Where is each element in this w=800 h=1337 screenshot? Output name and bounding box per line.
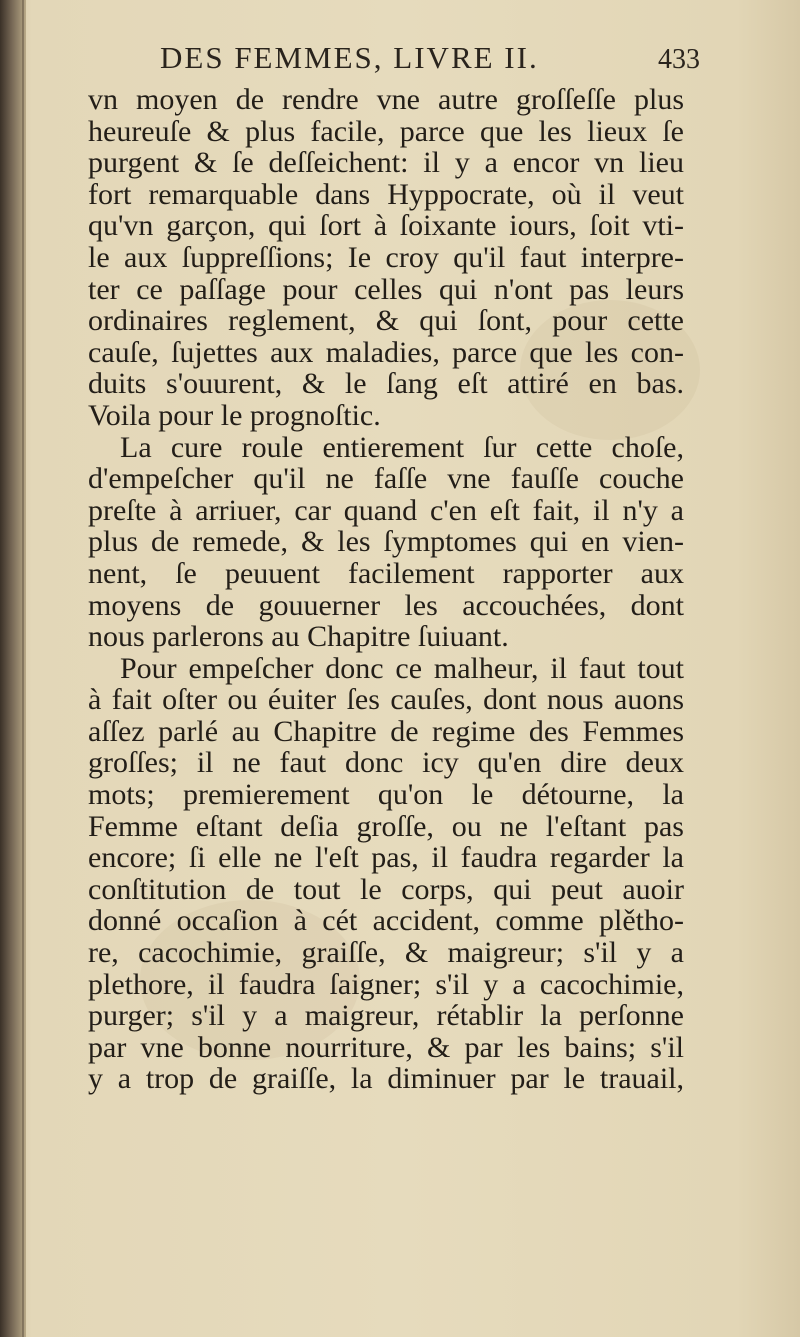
text-line: nous parlerons au Chapitre ſuiuant. bbox=[88, 620, 509, 654]
text-line: La cure roule entierement ſur cette choſe, bbox=[120, 430, 684, 464]
text-line: à fait oſter ou éuiter ſes cauſes, dont nous auons bbox=[88, 683, 684, 717]
text-line: y a trop de graiſſe, la diminuer par le trauail, bbox=[88, 1062, 684, 1096]
text-line: ter ce paſſage pour celles qui n'ont pas leurs bbox=[88, 272, 684, 306]
text-line: purgent & ſe deſſeichent: il y a encor vn lieu bbox=[88, 146, 684, 180]
text-line: heureuſe & plus facile, parce que les lieux ſe bbox=[88, 114, 684, 148]
running-title: DES FEMMES, LIVRE II. bbox=[160, 40, 539, 75]
text-line: fort remarquable dans Hyppocrate, où il veut bbox=[88, 177, 684, 211]
text-line: cauſe, ſujettes aux maladies, parce que les con- bbox=[88, 335, 684, 369]
text-line: Voila pour le prognoſtic. bbox=[88, 398, 381, 432]
text-line: ordinaires reglement, & qui ſont, pour cette bbox=[88, 304, 684, 338]
text-line: encore; ſi elle ne l'eſt pas, il faudra regarder la bbox=[88, 841, 684, 875]
text-line: nent, ſe peuuent facilement rapporter aux bbox=[88, 556, 684, 590]
body-text bbox=[88, 84, 684, 1095]
text-line: le aux ſuppreſſions; Ie croy qu'il faut interpre- bbox=[88, 240, 684, 274]
text-line: plus de remede, & les ſymptomes qui en vien- bbox=[88, 525, 684, 559]
page-header bbox=[160, 40, 700, 84]
text-line: aſſez parlé au Chapitre de regime des Femmes bbox=[88, 714, 684, 748]
text-line: duits s'ouurent, & le ſang eſt attiré en bas. bbox=[88, 367, 684, 401]
text-line: Pour empeſcher donc ce malheur, il faut tout bbox=[120, 651, 684, 685]
text-line: par vne bonne nourriture, & par les bains; s'il bbox=[88, 1030, 684, 1064]
text-line: plethore, il faudra ſaigner; s'il y a cacochimie, bbox=[88, 967, 684, 1001]
text-line: re, cacochimie, graiſſe, & maigreur; s'il y a bbox=[88, 936, 684, 970]
text-line: qu'vn garçon, qui ſort à ſoixante iours, ſoit vti- bbox=[88, 209, 684, 243]
text-line: vn moyen de rendre vne autre groſſeſſe plus bbox=[88, 83, 684, 116]
text-line: purger; s'il y a maigreur, rétablir la perſonne bbox=[88, 999, 684, 1033]
text-line: preſte à arriuer, car quand c'en eſt fait, il n'y a bbox=[88, 493, 684, 527]
text-line: donné occaſion à cét accident, comme plětho- bbox=[88, 904, 684, 938]
page-fold-shadow bbox=[22, 0, 24, 1337]
text-line: Femme eſtant deſia groſſe, ou ne l'eſtant pas bbox=[88, 809, 684, 843]
text-line: moyens de gouuerner les accouchées, dont bbox=[88, 588, 684, 622]
text-line: conſtitution de tout le corps, qui peut auoir bbox=[88, 872, 684, 906]
text-line: mots; premierement qu'on le détourne, la bbox=[88, 778, 684, 812]
text-line: groſſes; il ne faut donc icy qu'en dire deux bbox=[88, 746, 684, 780]
page-number: 433 bbox=[658, 44, 700, 75]
text-line: d'empeſcher qu'il ne faſſe vne fauſſe couche bbox=[88, 462, 684, 496]
